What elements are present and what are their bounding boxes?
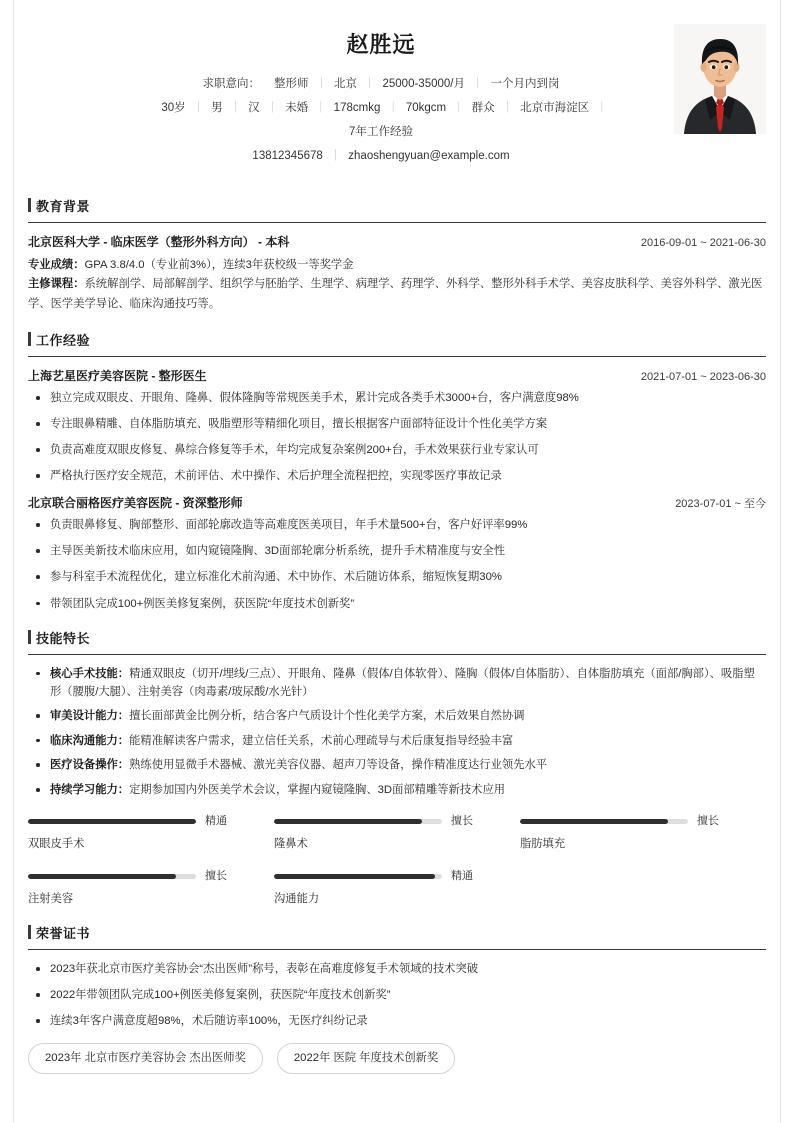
skill-text: 能精准解读客户需求，建立信任关系，术前心理疏导与术后康复指导经验丰富 (129, 734, 514, 747)
skill-text: 精通双眼皮（切开/埋线/三点）、开眼角、隆鼻（假体/自体软骨）、隆胸（假体/自体脂肪）、自体脂肪填充（面部/胸部）、吸脂塑形（腰腹/大腿）、注射美容（肉毒素/玻尿酸/水光针） (50, 667, 755, 698)
honor-tag: 2022年 医院 年度技术创新奖 (277, 1043, 455, 1075)
personal-marital-status: 未婚 (285, 101, 309, 114)
skill-bar-item (520, 813, 766, 854)
person-portrait-avatar-icon (674, 24, 766, 134)
education-detail-label: 专业成绩： (28, 258, 85, 271)
section-header-honors (28, 924, 766, 950)
skill-label: 医疗设备操作： (50, 759, 130, 772)
separator-icon: ｜ (471, 78, 484, 91)
personal-political-status: 群众 (471, 101, 495, 114)
section-title: 工作经验 (36, 332, 91, 348)
job-intent-availability: 一个月内到岗 (490, 78, 560, 91)
separator-icon: ｜ (229, 101, 242, 114)
years-experience: 7年工作经验 (349, 125, 413, 138)
separator-icon: ｜ (329, 149, 342, 162)
section-title: 技能特长 (36, 630, 91, 646)
work-title: 北京联合丽格医疗美容医院 - 资深整形师 (28, 496, 243, 511)
list-item (28, 732, 766, 750)
list-item: 严格执行医疗安全规范，术前评估、术中操作、术后护理全流程把控，实现零医疗事故记录 (28, 467, 766, 485)
section-header-skills (28, 629, 766, 655)
list-item: 主导医美新技术临床应用，如内窥镜隆胸、3D面部轮廓分析系统，提升手术精准度与安全性 (28, 542, 766, 560)
skill-bar-level: 精通 (205, 815, 227, 828)
skill-bar-name: 沟通能力 (273, 892, 320, 905)
work-entry (28, 494, 766, 612)
skill-bar-track (28, 819, 196, 824)
skill-label: 持续学习能力： (50, 784, 130, 797)
section-header-work (28, 331, 766, 357)
resume-header (28, 18, 766, 181)
entry-header (28, 494, 766, 513)
job-intent-salary: 25000-35000/月 (382, 78, 465, 91)
separator-icon: ｜ (266, 101, 279, 114)
skill-bar-item (28, 813, 274, 854)
section-header-education (28, 197, 766, 223)
personal-info-line (88, 100, 674, 118)
education-entry (28, 233, 766, 314)
skill-bar-level: 擅长 (696, 815, 719, 828)
skill-bar-name: 隆鼻术 (273, 838, 308, 851)
work-bullet-list (28, 516, 766, 612)
skill-label: 核心手术技能： (50, 667, 130, 680)
skill-bar-track (274, 819, 442, 824)
skill-bar-item (274, 813, 520, 854)
section-title: 荣誉证书 (36, 926, 91, 942)
section-honors (28, 924, 766, 1074)
skill-text: 擅长面部黄金比例分析，结合客户气质设计个性化美学方案，术后效果自然协调 (129, 710, 525, 723)
work-title: 上海艺星医疗美容医院 - 整形医生 (28, 368, 207, 383)
list-item (28, 665, 766, 701)
honor-tag-group (28, 1043, 766, 1075)
personal-age: 30岁 (161, 101, 186, 114)
skill-bar-group (28, 813, 766, 908)
section-skills (28, 629, 766, 909)
education-detail-text: 系统解剖学、局部解剖学、组织学与胚胎学、生理学、病理学、药理学、外科学、整形外科手术学、美容皮肤科学、美容外科学、激光医学、医学美学导论、临床沟通技巧等。 (28, 278, 763, 311)
skill-bar-name: 双眼皮手术 (28, 838, 85, 851)
personal-gender: 男 (211, 101, 223, 114)
skill-bar-level: 精通 (450, 869, 473, 882)
list-item: 参与科室手术流程优化，建立标准化术前沟通、术中协作、术后随访体系，缩短恢复期30% (28, 568, 766, 586)
skill-bar-fill (28, 819, 196, 824)
skill-text: 定期参加国内外医美学术会议，掌握内窥镜隆胸、3D面部精雕等新技术应用 (129, 784, 506, 797)
list-item (28, 756, 766, 774)
skill-bar-row (520, 813, 736, 830)
list-item: 2022年带领团队完成100+例医美修复案例，获医院“年度技术创新奖” (28, 986, 766, 1004)
skill-bar-fill (520, 819, 668, 824)
personal-location: 北京市海淀区 (520, 101, 590, 114)
list-item: 专注眼鼻精雕、自体脂肪填充、吸脂塑形等精细化项目，擅长根据客户面部特征设计个性化美学方案 (28, 415, 766, 433)
skill-bar-level: 擅长 (205, 869, 227, 882)
skill-bar-item (28, 868, 274, 909)
skill-bar-track (520, 819, 688, 824)
skills-bullet-list (28, 665, 766, 799)
honors-bullet-list (28, 960, 766, 1030)
page-title: 赵胜远 (346, 32, 416, 57)
education-detail-text: GPA 3.8/4.0（专业前3%），连续3年获校级一等奖学金 (84, 258, 354, 271)
honor-tag: 2023年 北京市医疗美容协会 杰出医师奖 (28, 1043, 263, 1075)
list-item: 负责高难度双眼皮修复、鼻综合修复等手术，年均完成复杂案例200+台，手术效果获行业专家认可 (28, 441, 766, 459)
skill-bar-level: 擅长 (450, 815, 473, 828)
work-date: 2023-07-01 ~ 至今 (675, 498, 766, 511)
separator-icon: ｜ (596, 101, 608, 114)
entry-header (28, 233, 766, 252)
skill-bar-fill (28, 874, 176, 879)
skill-bar-name: 脂肪填充 (519, 838, 566, 851)
skill-label: 临床沟通能力： (50, 734, 130, 747)
skill-bar-fill (274, 874, 435, 879)
separator-icon: ｜ (315, 101, 327, 114)
list-item (28, 781, 766, 799)
job-intent-label: 求职意向： (202, 78, 260, 91)
section-title: 教育背景 (36, 199, 91, 215)
skill-bar-fill (274, 819, 422, 824)
education-detail-gpa (28, 256, 766, 276)
avatar (674, 24, 766, 134)
list-item (28, 707, 766, 725)
job-intent-line (88, 76, 674, 94)
list-item: 2023年获北京市医疗美容协会“杰出医师”称号，表彰在高难度修复手术领域的技术突破 (28, 960, 766, 978)
contact-email: zhaoshengyuan@example.com (348, 149, 510, 162)
list-item: 负责眼鼻修复、胸部整形、面部轮廓改造等高难度医美项目，年手术量500+台，客户好评率99% (28, 516, 766, 534)
list-item: 独立完成双眼皮、开眼角、隆鼻、假体隆胸等常规医美手术，累计完成各类手术3000+台，客户满意度98% (28, 389, 766, 407)
work-date: 2021-07-01 ~ 2023-06-30 (640, 370, 766, 383)
skill-bar-row (274, 813, 490, 830)
work-entry (28, 367, 766, 485)
job-intent-city: 北京 (334, 78, 357, 91)
job-intent-position: 整形师 (274, 78, 309, 91)
education-detail-courses (28, 275, 766, 315)
contact-phone: 13812345678 (252, 149, 323, 162)
section-work-experience (28, 331, 766, 613)
personal-weight: 70kgcm (405, 101, 447, 114)
skill-bar-track (28, 874, 196, 879)
personal-ethnicity: 汉 (248, 101, 260, 114)
list-item: 连续3年客户满意度超98%，术后随访率100%，无医疗纠纷记录 (28, 1012, 766, 1030)
section-education (28, 197, 766, 314)
education-title: 北京医科大学 - 临床医学（整形外科方向） - 本科 (28, 235, 290, 250)
separator-icon: ｜ (501, 101, 514, 114)
separator-icon: ｜ (453, 101, 465, 114)
education-detail-label: 主修课程： (28, 278, 85, 291)
skill-bar-row (28, 868, 244, 885)
separator-icon: ｜ (364, 78, 376, 91)
contact-line (88, 148, 674, 166)
skill-bar-name: 注射美容 (28, 892, 74, 905)
skill-bar-row (28, 813, 244, 830)
skill-text: 熟练使用显微手术器械、激光美容仪器、超声刀等设备，操作精准度达行业领先水平 (129, 759, 548, 772)
education-date: 2016-09-01 ~ 2021-06-30 (640, 237, 766, 250)
skill-bar-row (274, 868, 490, 885)
separator-icon: ｜ (315, 78, 327, 91)
list-item: 带领团队完成100+例医美修复案例，获医院“年度技术创新奖” (28, 595, 766, 613)
personal-height: 178cmkg (333, 101, 381, 114)
skill-bar-item (274, 868, 520, 909)
work-bullet-list (28, 389, 766, 485)
separator-icon: ｜ (192, 101, 205, 114)
header-info (28, 22, 674, 171)
entry-header (28, 367, 766, 386)
separator-icon: ｜ (387, 101, 399, 114)
skill-bar-track (274, 874, 442, 879)
skill-label: 审美设计能力： (50, 710, 130, 723)
